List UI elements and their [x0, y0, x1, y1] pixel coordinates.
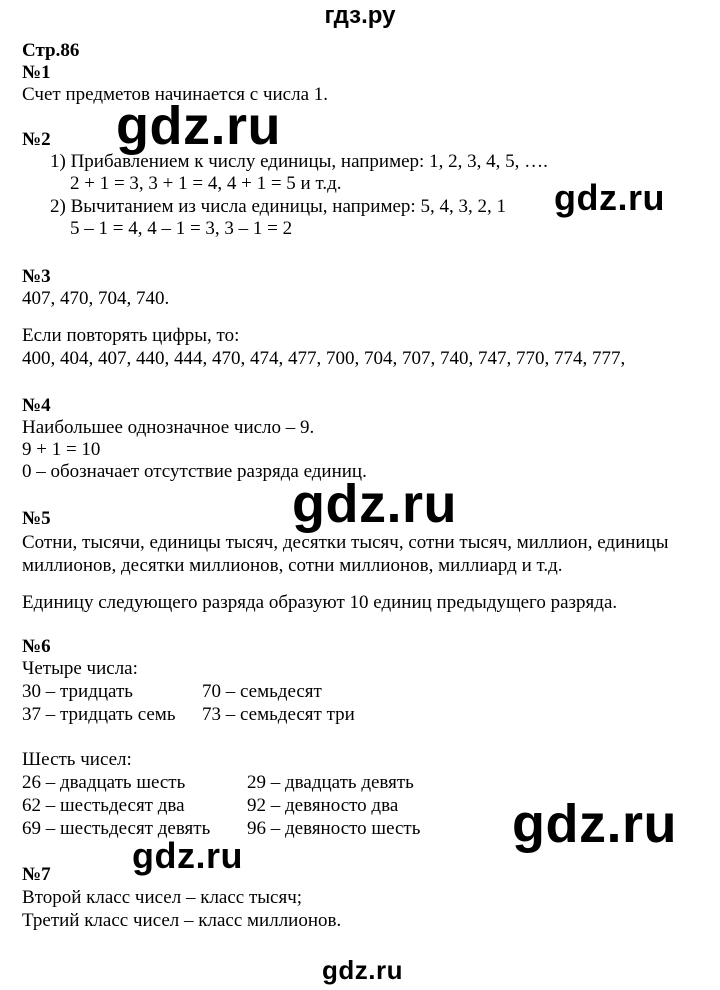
task-6-six-left: 26 – двадцать шесть [22, 772, 186, 793]
task-6-six-left: 62 – шестьдесят два [22, 795, 185, 816]
task-5-line-3: Единицу следующего разряда образуют 10 единиц предыдущего разряда. [22, 592, 618, 613]
task-6-four-label: Четыре числа: [22, 658, 138, 679]
task-3-line-1: 407, 470, 704, 740. [22, 288, 170, 309]
watermark-2: gdz.ru [554, 177, 665, 218]
task-5-title: №5 [22, 508, 51, 529]
task-1-text: Счет предметов начинается с числа 1. [22, 84, 329, 105]
task-4-line-1: Наибольшее однозначное число – 9. [22, 417, 315, 438]
task-6-four-left: 30 – тридцать [22, 681, 133, 702]
task-6-title: №6 [22, 636, 51, 657]
task-3-line-2: Если повторять цифры, то: [22, 325, 240, 346]
task-2-line-4: 5 – 1 = 4, 4 – 1 = 3, 3 – 1 = 2 [70, 218, 293, 239]
task-2-title: №2 [22, 129, 51, 150]
task-6-six-label: Шесть чисел: [22, 749, 132, 770]
task-3-title: №3 [22, 266, 51, 287]
task-6-four-right: 73 – семьдесят три [202, 704, 355, 725]
task-6-six-left: 69 – шестьдесят девять [22, 818, 211, 839]
task-2-line-3: 2) Вычитанием из числа единицы, например: 5, 4, 3, 2, 1 [50, 196, 506, 217]
task-7-title: №7 [22, 864, 51, 885]
task-7-line-2: Третий класс чисел – класс миллионов. [22, 910, 342, 931]
task-5-line-2: миллионов, десятки миллионов, сотни миллионов, миллиард и т.д. [22, 555, 563, 576]
watermark-6: gdz.ru [322, 955, 403, 985]
task-1-title: №1 [22, 62, 51, 83]
watermark-4: gdz.ru [512, 794, 677, 854]
watermark-5: gdz.ru [132, 835, 243, 876]
task-4-line-3: 0 – обозначает отсутствие разряда единиц. [22, 461, 367, 482]
page-label: Стр.86 [22, 40, 80, 61]
task-6-four-left: 37 – тридцать семь [22, 704, 176, 725]
task-6-six-right: 96 – девяносто шесть [247, 818, 421, 839]
task-2-line-2: 2 + 1 = 3, 3 + 1 = 4, 4 + 1 = 5 и т.д. [70, 173, 342, 194]
task-4-line-2: 9 + 1 = 10 [22, 439, 101, 460]
task-5-line-1: Сотни, тысячи, единицы тысяч, десятки тысяч, сотни тысяч, миллион, единицы [22, 532, 669, 553]
task-6-six-right: 29 – двадцать девять [247, 772, 414, 793]
task-6-six-right: 92 – девяносто два [247, 795, 399, 816]
watermark-1: gdz.ru [116, 96, 281, 156]
task-2-line-1: 1) Прибавлением к числу единицы, например: 1, 2, 3, 4, 5, …. [50, 151, 548, 172]
task-4-title: №4 [22, 395, 51, 416]
watermark-3: gdz.ru [292, 474, 457, 534]
site-header: гдз.ру [324, 2, 396, 29]
task-7-line-1: Второй класс чисел – класс тысяч; [22, 887, 303, 908]
task-6-four-right: 70 – семьдесят [202, 681, 322, 702]
task-3-line-3: 400, 404, 407, 440, 444, 470, 474, 477, 700, 704, 707, 740, 747, 770, 774, 777, [22, 348, 626, 369]
